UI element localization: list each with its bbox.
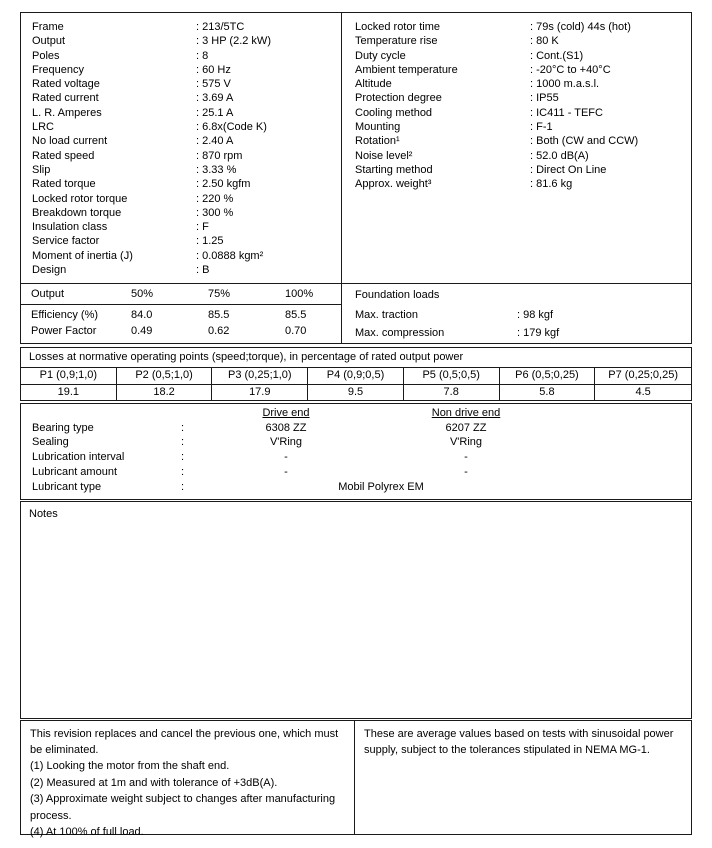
bearing-section bbox=[20, 403, 692, 500]
footer-line: (3) Approximate weight subject to changes after manufacturing process. bbox=[30, 793, 336, 822]
footer-line: This revision replaces and cancel the previous one, which must be eliminated. bbox=[30, 727, 339, 757]
footer-right-text: These are average values based on tests with sinusoidal power supply, subject to the tolerances stipulated in NEMA MG-1. bbox=[364, 727, 674, 757]
performance-value: 0.70 bbox=[285, 325, 307, 338]
foundation-label: Max. compression bbox=[355, 327, 445, 340]
spec-row bbox=[21, 149, 341, 163]
spec-label: Starting method bbox=[355, 163, 433, 176]
footer-line: (4) At 100% of full load. bbox=[30, 826, 144, 839]
bearing-label: Lubricant amount bbox=[32, 466, 117, 479]
spec-value: : 213/5TC bbox=[196, 21, 245, 33]
spec-label: Service factor bbox=[32, 235, 100, 248]
spec-value: : 81.6 kg bbox=[530, 178, 573, 191]
bearing-nde-value: 6207 ZZ bbox=[445, 421, 487, 434]
spec-value: : -20°C to +40°C bbox=[530, 63, 611, 76]
spec-value: : 25.1 A bbox=[196, 106, 234, 119]
bearing-de-value: 6308 ZZ bbox=[265, 421, 307, 434]
spec-value: : Cont.(S1) bbox=[530, 49, 584, 62]
bearing-label: Bearing type bbox=[32, 421, 94, 434]
losses-column-header: P1 (0,9;1,0) bbox=[21, 368, 117, 385]
table-row bbox=[21, 323, 341, 339]
losses-column-header: P3 (0,25;1,0) bbox=[212, 368, 308, 385]
losses-value: 5.8 bbox=[500, 385, 596, 400]
spec-row bbox=[21, 49, 341, 63]
spacer bbox=[561, 421, 691, 436]
spacer bbox=[21, 406, 181, 421]
notes-title: Notes bbox=[29, 507, 58, 520]
spec-label: Mounting bbox=[355, 121, 401, 134]
performance-header-cell: 100% bbox=[285, 288, 314, 301]
spec-label: L. R. Amperes bbox=[32, 106, 102, 119]
spec-row bbox=[21, 263, 341, 277]
spec-value: : 575 V bbox=[196, 78, 231, 91]
spec-section bbox=[20, 12, 692, 344]
spec-label: Insulation class bbox=[32, 221, 108, 234]
spec-label: Design bbox=[32, 264, 67, 277]
performance-value: 85.5 bbox=[208, 309, 230, 322]
lubricant-type-value: Mobil Polyrex EM bbox=[338, 480, 424, 493]
spec-row bbox=[342, 34, 691, 48]
foundation-loads-title: Foundation loads bbox=[355, 288, 440, 301]
performance-header-cell: 75% bbox=[208, 288, 231, 301]
losses-value: 4.5 bbox=[635, 385, 651, 398]
spec-value: : 79s (cold) 44s (hot) bbox=[530, 21, 631, 33]
spec-label: Rated torque bbox=[32, 178, 96, 191]
colon: : bbox=[181, 480, 185, 493]
table-row bbox=[21, 450, 691, 465]
spec-row bbox=[342, 177, 691, 191]
spec-value: : IC411 - TEFC bbox=[530, 106, 603, 119]
spec-label: Locked rotor torque bbox=[32, 192, 128, 205]
bearing-drive-end-header: Drive end bbox=[262, 406, 310, 419]
footer-line: (1) Looking the motor from the shaft end. bbox=[30, 760, 230, 773]
spec-label: Frequency bbox=[32, 63, 84, 76]
foundation-label: Max. traction bbox=[355, 309, 418, 322]
spec-row bbox=[21, 106, 341, 120]
spec-row bbox=[342, 163, 691, 177]
spec-value: : 2.40 A bbox=[196, 135, 234, 148]
spec-label: Rated voltage bbox=[32, 78, 100, 91]
table-row bbox=[21, 465, 691, 480]
colon: : bbox=[181, 466, 185, 479]
spec-row bbox=[21, 34, 341, 48]
spec-value: : 1.25 bbox=[196, 235, 224, 248]
losses-column-header: P6 (0,5;0,25) bbox=[500, 368, 596, 385]
spec-row bbox=[342, 149, 691, 163]
bearing-header-row bbox=[21, 406, 691, 421]
spec-value: : 1000 m.a.s.l. bbox=[530, 78, 600, 91]
bearing-label: Lubricant type bbox=[32, 480, 102, 493]
spec-value: : 220 % bbox=[196, 192, 234, 205]
spec-value: : Both (CW and CCW) bbox=[530, 135, 639, 148]
spacer bbox=[561, 465, 691, 480]
spec-row bbox=[21, 192, 341, 206]
bearing-nde-value: - bbox=[464, 466, 468, 479]
spec-label: Rated current bbox=[32, 92, 99, 105]
spec-row bbox=[21, 206, 341, 220]
performance-value: 85.5 bbox=[285, 309, 307, 322]
colon: : bbox=[181, 421, 185, 434]
spec-row bbox=[21, 120, 341, 134]
spec-value: : IP55 bbox=[530, 92, 559, 105]
spec-value: : 0.0888 kgm² bbox=[196, 249, 264, 262]
spec-row bbox=[342, 63, 691, 77]
losses-table bbox=[20, 367, 692, 401]
spec-label: Noise level² bbox=[355, 149, 413, 162]
spec-label: Rotation¹ bbox=[355, 135, 400, 148]
losses-value: 19.1 bbox=[21, 385, 117, 400]
losses-value: 18.2 bbox=[117, 385, 213, 400]
datasheet-body bbox=[20, 12, 692, 839]
spec-value: : 3.33 % bbox=[196, 163, 237, 176]
spacer bbox=[561, 406, 691, 421]
spec-row bbox=[21, 63, 341, 77]
footer-line: (2) Measured at 1m and with tolerance of +3dB(A). bbox=[30, 776, 278, 789]
spec-label: LRC bbox=[32, 121, 55, 134]
spec-label: Poles bbox=[32, 49, 60, 62]
spec-row bbox=[21, 134, 341, 148]
performance-row-label: Power Factor bbox=[31, 325, 97, 338]
performance-value: 84.0 bbox=[131, 309, 153, 322]
spacer bbox=[181, 406, 201, 421]
spec-label: Altitude bbox=[355, 78, 392, 91]
spec-label: Ambient temperature bbox=[355, 63, 458, 76]
performance-value: 0.62 bbox=[208, 325, 230, 338]
losses-column-header: P7 (0,25;0,25) bbox=[595, 368, 691, 385]
spec-label: Frame bbox=[32, 21, 64, 33]
spec-value: : 8 bbox=[196, 49, 209, 62]
spec-row bbox=[21, 91, 341, 105]
spec-value: : 870 rpm bbox=[196, 149, 243, 162]
foundation-value: : 179 kgf bbox=[517, 327, 560, 340]
losses-value: 7.8 bbox=[404, 385, 500, 400]
bearing-de-value: - bbox=[284, 466, 288, 479]
losses-title: Losses at normative operating points (speed;torque), in percentage of rated output power bbox=[20, 347, 692, 367]
spec-value: : 300 % bbox=[196, 206, 234, 219]
spec-value: : F-1 bbox=[530, 121, 553, 134]
bearing-non-drive-end-header: Non drive end bbox=[431, 406, 501, 419]
footer-section bbox=[20, 720, 692, 839]
spec-value: : 3.69 A bbox=[196, 92, 234, 105]
spec-label: No load current bbox=[32, 135, 108, 148]
spec-row bbox=[21, 249, 341, 263]
spec-label: Output bbox=[32, 35, 66, 48]
spec-label: Temperature rise bbox=[355, 35, 438, 48]
spec-value: : Direct On Line bbox=[530, 163, 607, 176]
spec-label: Approx. weight³ bbox=[355, 178, 432, 191]
table-row bbox=[355, 307, 691, 323]
performance-header-row bbox=[21, 284, 341, 305]
spec-label: Locked rotor time bbox=[355, 21, 440, 33]
performance-body bbox=[21, 305, 341, 343]
spec-value: : 3 HP (2.2 kW) bbox=[196, 35, 271, 48]
spec-row bbox=[342, 91, 691, 105]
spec-row bbox=[342, 20, 691, 34]
spec-label: Rated speed bbox=[32, 149, 95, 162]
spacer bbox=[561, 480, 691, 495]
bearing-nde-value: - bbox=[464, 451, 468, 464]
spec-label: Duty cycle bbox=[355, 49, 406, 62]
table-row bbox=[355, 325, 691, 341]
losses-column-header: P2 (0,5;1,0) bbox=[117, 368, 213, 385]
spec-row bbox=[21, 77, 341, 91]
table-row bbox=[21, 307, 341, 323]
spec-row bbox=[21, 163, 341, 177]
performance-header-cell: Output bbox=[31, 288, 65, 301]
spec-value: : F bbox=[196, 221, 209, 234]
table-row bbox=[21, 480, 691, 495]
spec-value: : 60 Hz bbox=[196, 63, 231, 76]
spec-label: Cooling method bbox=[355, 106, 433, 119]
spec-row bbox=[21, 234, 341, 248]
spacer bbox=[561, 450, 691, 465]
spec-value: : 52.0 dB(A) bbox=[530, 149, 589, 162]
table-row bbox=[21, 421, 691, 436]
bearing-label: Sealing bbox=[32, 436, 69, 449]
spec-row bbox=[21, 20, 341, 34]
spec-row bbox=[21, 220, 341, 234]
losses-value: 17.9 bbox=[212, 385, 308, 400]
bearing-label: Lubrication interval bbox=[32, 451, 125, 464]
spec-row bbox=[342, 77, 691, 91]
spec-row bbox=[342, 49, 691, 63]
spec-value: : 80 K bbox=[530, 35, 559, 48]
losses-value: 9.5 bbox=[308, 385, 404, 400]
spec-value: : B bbox=[196, 264, 210, 277]
footer-tolerance-note bbox=[355, 720, 692, 835]
spec-column-right bbox=[342, 13, 691, 284]
performance-header-cell: 50% bbox=[131, 288, 154, 301]
foundation-loads bbox=[342, 284, 691, 343]
performance-table bbox=[21, 284, 342, 343]
spec-row bbox=[342, 120, 691, 134]
spec-label: Slip bbox=[32, 163, 51, 176]
losses-column-header: P5 (0,5;0,5) bbox=[404, 368, 500, 385]
spec-label: Protection degree bbox=[355, 92, 442, 105]
spec-row bbox=[342, 134, 691, 148]
notes-section bbox=[20, 501, 692, 719]
spec-label: Moment of inertia (J) bbox=[32, 249, 133, 262]
spacer bbox=[561, 435, 691, 450]
spec-value: : 6.8x(Code K) bbox=[196, 121, 267, 134]
bearing-nde-value: V'Ring bbox=[449, 436, 483, 449]
performance-value: 0.49 bbox=[131, 325, 153, 338]
colon: : bbox=[181, 436, 185, 449]
spec-column-left bbox=[21, 13, 342, 284]
bearing-de-value: V'Ring bbox=[269, 436, 303, 449]
table-row bbox=[21, 435, 691, 450]
spec-row bbox=[21, 177, 341, 191]
footer-revision-notes bbox=[20, 720, 355, 839]
spec-row bbox=[342, 106, 691, 120]
spec-label: Breakdown torque bbox=[32, 206, 122, 219]
losses-column-header: P4 (0,9;0,5) bbox=[308, 368, 404, 385]
foundation-value: : 98 kgf bbox=[517, 309, 554, 322]
performance-row-label: Efficiency (%) bbox=[31, 309, 99, 322]
spec-value: : 2.50 kgfm bbox=[196, 178, 251, 191]
colon: : bbox=[181, 451, 185, 464]
bearing-de-value: - bbox=[284, 451, 288, 464]
